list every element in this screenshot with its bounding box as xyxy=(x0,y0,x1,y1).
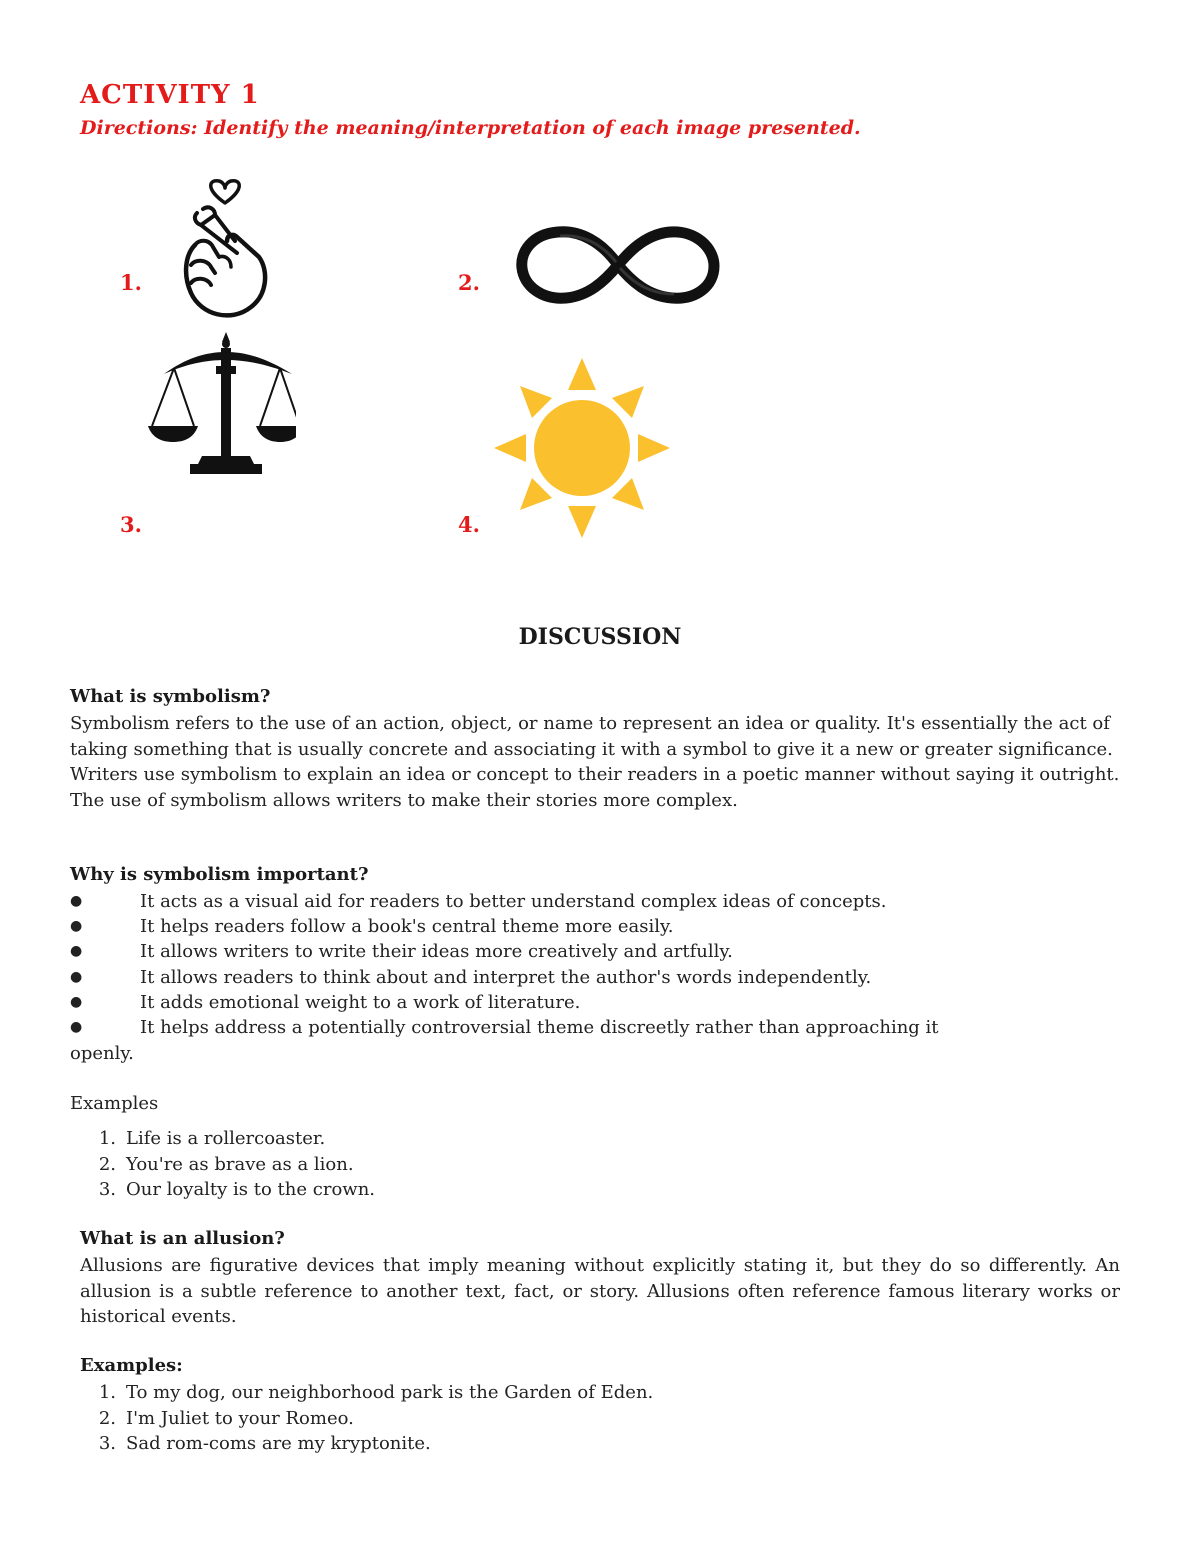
item-number-3: 3. xyxy=(120,512,142,537)
item-number-1: 1. xyxy=(120,270,142,295)
symbolism-paragraph: Symbolism refers to the use of an action, object, or name to represent an idea or quality. It's essentially the act of taking something that is usually concrete and associating it with a symbol to give it a new or greater significance. Writers use symbolism to explain an idea or concept to their readers in a poetic manner without saying it outright. The use of symbolism allows writers to make their stories more complex. xyxy=(70,713,1120,811)
activity-title: ACTIVITY 1 xyxy=(80,80,260,110)
importance-list xyxy=(70,889,1130,1040)
item-number-2: 2. xyxy=(458,270,480,295)
item-number-4: 4. xyxy=(458,512,480,537)
list-item: 1. To my dog, our neighborhood park is the Garden of Eden. xyxy=(98,1382,654,1403)
allusion-paragraph: Allusions are figurative devices that imply meaning without explicitly stating it, but they do so differently. An allusion is a subtle reference to another text, fact, or story. Allusions often reference famous literary works or historical events. xyxy=(80,1255,1120,1327)
infinity-icon xyxy=(512,222,724,308)
bullet-icon: ● xyxy=(70,893,83,909)
list-item: 3. Sad rom-coms are my kryptonite. xyxy=(98,1433,431,1454)
bullet-icon: ● xyxy=(70,943,83,960)
bullet-icon: ● xyxy=(70,993,83,1010)
list-item: 3. Our loyalty is to the crown. xyxy=(98,1179,376,1200)
finger-heart-icon xyxy=(175,175,275,327)
allusion-question: What is an allusion? xyxy=(80,1228,285,1249)
examples-label: Examples xyxy=(70,1093,159,1114)
list-item: ● It allows writers to write their ideas more creatively and artfully. xyxy=(70,939,1130,964)
list-item: 2. I'm Juliet to your Romeo. xyxy=(98,1407,354,1429)
discussion-heading: DISCUSSION xyxy=(518,624,682,650)
activity-directions: Directions: Identify the meaning/interpretation of each image presented. xyxy=(80,117,861,139)
list-item: ● It acts as a visual aid for readers to better understand complex ideas of concepts. xyxy=(70,889,1130,914)
examples-heading: Examples: xyxy=(80,1355,183,1376)
symbolism-question: What is symbolism? xyxy=(70,686,271,707)
bullet-icon: ● xyxy=(70,968,83,985)
importance-question: Why is symbolism important? xyxy=(70,864,369,885)
list-item: 1. Life is a rollercoaster. xyxy=(98,1128,326,1149)
sun-icon xyxy=(494,358,670,538)
scales-of-justice-icon xyxy=(146,330,296,478)
list-item: 2. You're as brave as a lion. xyxy=(98,1153,354,1175)
list-item: ● It adds emotional weight to a work of literature. xyxy=(70,990,1130,1015)
list-item: ● It helps readers follow a book's central theme more easily. xyxy=(70,914,1130,939)
bullet-icon: ● xyxy=(70,918,83,935)
list-item: ● It allows readers to think about and interpret the author's words independently. xyxy=(70,965,1130,990)
list-item-continuation: openly. xyxy=(70,1043,134,1064)
bullet-icon: ● xyxy=(70,1019,83,1036)
allusion-examples-list xyxy=(90,1380,653,1457)
examples-list xyxy=(90,1126,375,1203)
list-item: ● It helps address a potentially controversial theme discreetly rather than approaching it xyxy=(70,1015,1130,1040)
